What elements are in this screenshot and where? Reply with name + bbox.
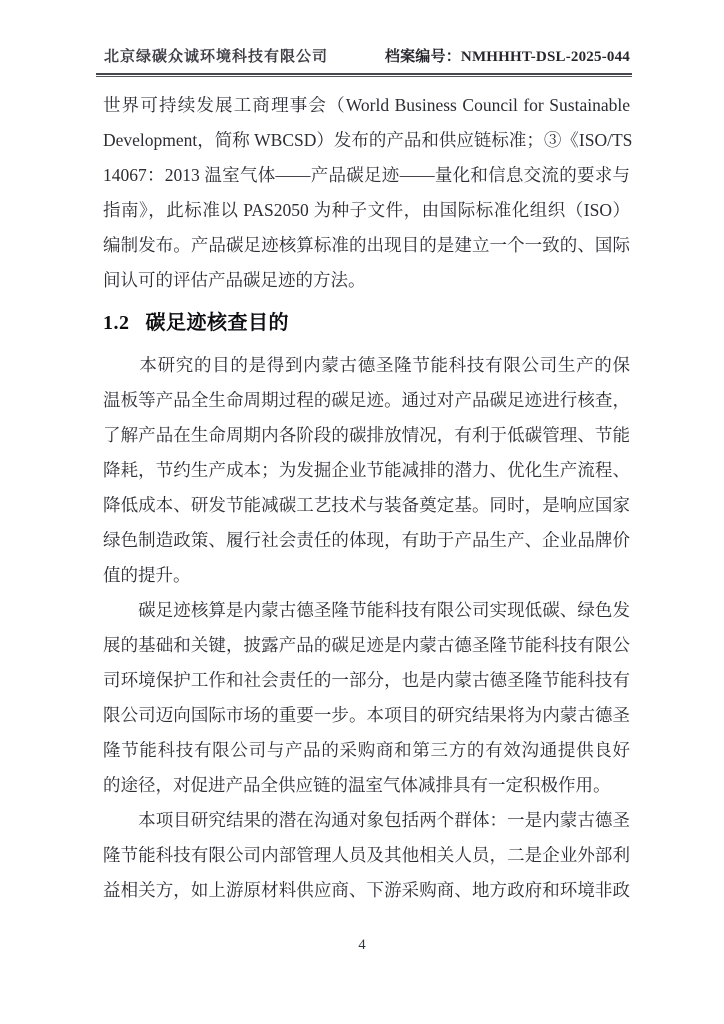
paragraph-research-purpose (103, 348, 630, 593)
text-line: 本项目研究结果的潜在沟通对象包括两个群体：一是内蒙古德圣 (103, 810, 630, 830)
text-line: 编制发布。产品碳足迹核算标准的出现目的是建立一个一致的、国际 (103, 235, 630, 255)
text-line: 本研究的目的是得到内蒙古德圣隆节能科技有限公司生产的保 (103, 355, 630, 375)
text-line: 限公司迈向国际市场的重要一步。本项目的研究结果将为内蒙古德圣 (103, 705, 630, 725)
text-line: 指南》，此标准以 PAS2050 为种子文件，由国际标准化组织（ISO） (103, 200, 630, 220)
paragraph-communication-targets (103, 803, 630, 908)
text-line: 了解产品在生命周期内各阶段的碳排放情况，有利于低碳管理、节能 (103, 425, 630, 445)
text-line: 温板等产品全生命周期过程的碳足迹。通过对产品碳足迹进行核查， (103, 390, 630, 410)
paragraph-carbon-accounting (103, 593, 630, 803)
text-line: 隆节能科技有限公司与产品的采购商和第三方的有效沟通提供良好 (103, 740, 630, 760)
page-footer (0, 936, 724, 954)
text-line: 司环境保护工作和社会责任的一部分，也是内蒙古德圣隆节能科技有 (103, 670, 630, 690)
text-line: 展的基础和关键，披露产品的碳足迹是内蒙古德圣隆节能科技有限公 (103, 635, 630, 655)
header-divider (96, 73, 632, 77)
text-line: 益相关方，如上游原材料供应商、下游采购商、地方政府和环境非政 (103, 880, 630, 900)
text-line: 碳足迹核算是内蒙古德圣隆节能科技有限公司实现低碳、绿色发 (103, 600, 630, 620)
text-line: 值的提升。 (103, 565, 191, 585)
text-line: 隆节能科技有限公司内部管理人员及其他相关人员，二是企业外部利 (103, 845, 630, 865)
doc-number-value: NMHHHT-DSL-2025-044 (460, 49, 630, 65)
section-number: 1.2 (103, 312, 130, 334)
text-line: 降耗，节约生产成本；为发掘企业节能减排的潜力、优化生产流程、 (103, 460, 630, 480)
page-header (104, 45, 630, 66)
text-line: 14067：2013 温室气体——产品碳足迹——量化和信息交流的要求与 (103, 165, 630, 185)
header-company-name: 北京绿碳众诚环境科技有限公司 (104, 49, 329, 65)
section-title: 碳足迹核查目的 (145, 312, 289, 334)
text-line: 间认可的评估产品碳足迹的方法。 (103, 270, 366, 290)
text-line: 绿色制造政策、履行社会责任的体现，有助于产品生产、企业品牌价 (103, 530, 630, 550)
page-number: 4 (358, 937, 366, 953)
doc-number-label: 档案编号： (384, 49, 461, 65)
text-line: 的途径，对促进产品全供应链的温室气体减排具有一定积极作用。 (103, 775, 611, 795)
section-heading (103, 298, 630, 348)
text-line: 世界可持续发展工商理事会（World Business Council for Sustainable (103, 95, 630, 115)
text-line: Development，简称 WBCSD）发布的产品和供应链标准；③《ISO/TS (103, 130, 633, 150)
paragraph-standards-continuation (103, 88, 633, 298)
header-doc-number (385, 45, 630, 66)
document-body (103, 88, 633, 908)
text-line: 降低成本、研发节能减碳工艺技术与装备奠定基。同时，是响应国家 (103, 495, 630, 515)
